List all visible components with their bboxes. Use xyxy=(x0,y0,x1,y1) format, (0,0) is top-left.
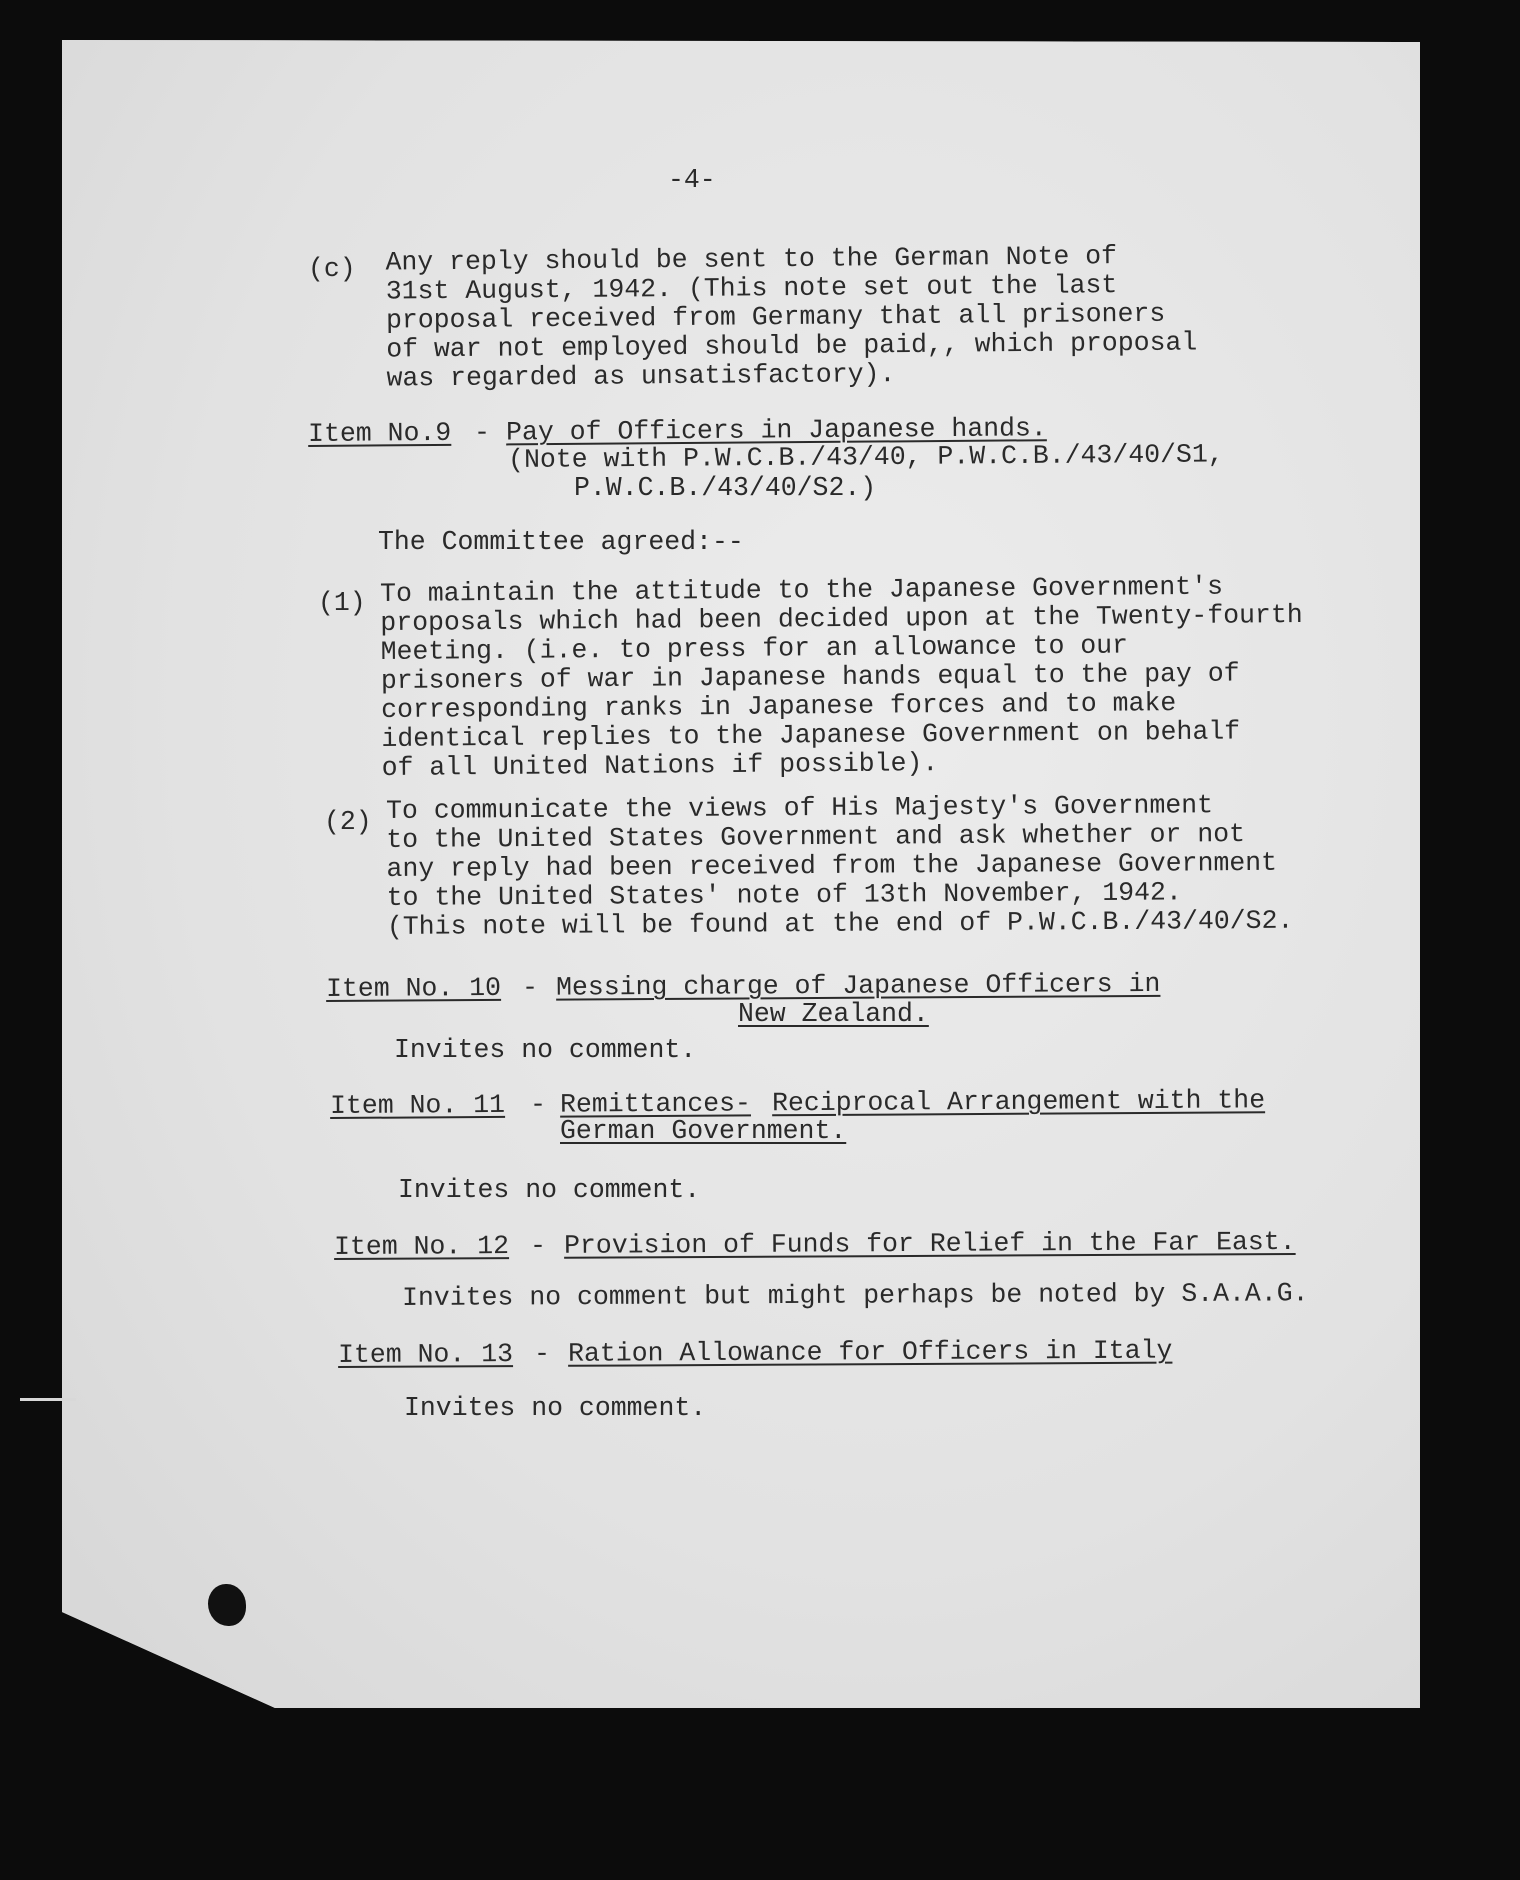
item12-title: Provision of Funds for Relief in the Far East. xyxy=(563,1226,1296,1261)
item9-point1-label: (1) xyxy=(318,588,366,618)
item10-comment: Invites no comment. xyxy=(394,1035,697,1065)
item11-title-line2: German Government. xyxy=(560,1116,847,1146)
item13-heading-prefix: Item No. 13 xyxy=(337,1339,514,1370)
item11-title-line1: Reciprocal Arrangement with the xyxy=(771,1085,1266,1119)
item12-comment: Invites no comment but might perhaps be noted by S.A.A.G. xyxy=(401,1278,1309,1313)
punch-hole xyxy=(208,1584,246,1626)
paragraph-line: proposals which had been decided upon at the Twenty-fourth xyxy=(380,599,1303,638)
paragraph-line: To communicate the views of His Majesty's Government xyxy=(385,790,1214,826)
paragraph-line: prisoners of war in Japanese hands equal to the pay of xyxy=(380,658,1240,696)
film-edge-mark xyxy=(20,1398,76,1401)
page-number: -4- xyxy=(668,165,716,195)
paragraph-line: 31st August, 1942. (This note set out the last xyxy=(385,270,1118,307)
paragraph-line: Meeting. (i.e. to press for an allowance to our xyxy=(380,630,1129,667)
item13-dash: - xyxy=(533,1338,551,1369)
item11-title-lead: Remittances- xyxy=(559,1088,752,1120)
paragraph-line: of all United Nations if possible). xyxy=(381,748,939,783)
paragraph-line: any reply had been received from the Japanese Government xyxy=(386,847,1278,884)
item9-title: Pay of Officers in Japanese hands. xyxy=(505,413,1047,448)
paragraph-line: to the United States Government and ask whether or not xyxy=(386,819,1246,855)
paragraph-line: to the United States' note of 13th November, 1942. xyxy=(386,877,1182,913)
paragraph-line: Any reply should be sent to the German Note of xyxy=(385,241,1118,278)
item11-comment: Invites no comment. xyxy=(398,1175,701,1205)
item12-heading xyxy=(333,1226,1296,1262)
item9-agreed: The Committee agreed:-- xyxy=(378,527,744,557)
paragraph-line: of war not employed should be paid,, which proposal xyxy=(386,327,1198,365)
item10-title-line2: New Zealand. xyxy=(738,999,929,1029)
item12-heading-prefix: Item No. 12 xyxy=(333,1231,510,1262)
item9-point2-label: (2) xyxy=(324,807,372,837)
paragraph-line: To maintain the attitude to the Japanese Government's xyxy=(379,571,1224,609)
paragraph-line: was regarded as unsatisfactory). xyxy=(386,359,896,394)
paragraph-line: proposal received from Germany that all prisoners xyxy=(385,298,1166,336)
item-c-paragraph xyxy=(385,241,1197,393)
paragraph-line: (This note will be found at the end of P.W.C.B./43/40/S2. xyxy=(386,905,1294,942)
item-c-label: (c) xyxy=(308,254,356,284)
item10-heading-prefix: Item No. 10 xyxy=(325,972,502,1004)
item9-note-line1: (Note with P.W.C.B./43/40, P.W.C.B./43/40/S1, xyxy=(507,439,1224,475)
item9-point1 xyxy=(380,572,1304,783)
item13-comment: Invites no comment. xyxy=(404,1393,707,1423)
item9-point2 xyxy=(386,791,1293,942)
item10-heading xyxy=(325,968,1161,1004)
item12-dash: - xyxy=(529,1230,547,1261)
item13-heading xyxy=(337,1335,1173,1370)
item9-note-line2: P.W.C.B./43/40/S2.) xyxy=(574,473,877,503)
item9-heading-prefix: Item No.9 xyxy=(307,417,452,449)
item10-title-line1: Messing charge of Japanese Officers in xyxy=(555,968,1161,1003)
item13-title: Ration Allowance for Officers in Italy xyxy=(567,1335,1173,1369)
item11-dash: - xyxy=(529,1089,547,1120)
item9-heading xyxy=(307,413,1047,449)
paragraph-line: identical replies to the Japanese Government on behalf xyxy=(381,716,1241,754)
item11-heading-prefix: Item No. 11 xyxy=(329,1089,506,1121)
paragraph-line: corresponding ranks in Japanese forces and to make xyxy=(381,688,1177,725)
item11-heading xyxy=(329,1085,1266,1121)
item10-dash: - xyxy=(521,972,539,1003)
item9-dash: - xyxy=(473,417,491,448)
